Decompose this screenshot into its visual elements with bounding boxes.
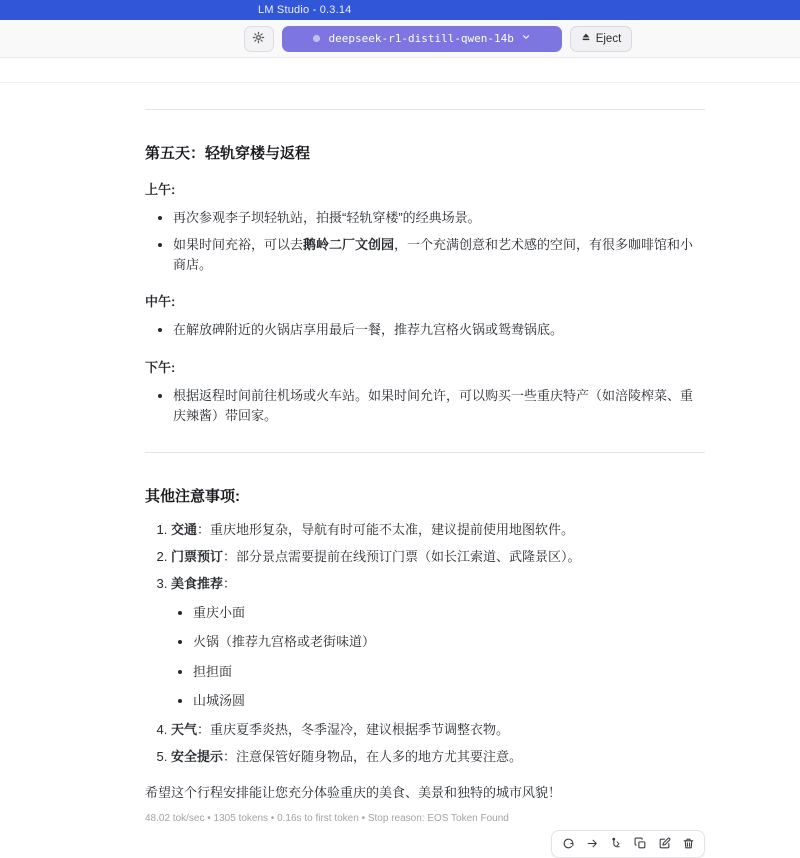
list-item: • 重庆小面 — [193, 603, 705, 623]
copy-icon — [634, 837, 647, 850]
noon-label: 中午: — [145, 294, 176, 310]
morning-list — [145, 208, 705, 275]
continue-button[interactable] — [582, 835, 602, 853]
eject-icon — [581, 32, 591, 45]
window-titlebar — [0, 0, 800, 20]
assistant-message — [0, 109, 800, 858]
morning-label: 上午: — [145, 182, 176, 197]
message-action-bar — [551, 830, 705, 858]
list-item: 5. 安全提示：注意保管好随身物品，在人多的地方尤其要注意。 — [171, 747, 705, 767]
branch-button[interactable] — [606, 835, 626, 853]
list-item: 2. 门票预订：部分景点需要提前在线预订门票（如长江索道、武隆景区）。 — [171, 547, 705, 567]
notes-heading: 其他注意事项: — [145, 487, 240, 505]
model-selector-label: deepseek-r1-distill-qwen-14b — [328, 32, 514, 45]
list-item: 3. 美食推荐： • 重庆小面 • 火锅（推荐九宫格或老街味道） • 担担面 • 山城汤圆 — [171, 574, 705, 711]
list-item: • 如果时间充裕，可以去鹅岭二厂文创园，一个充满创意和艺术感的空间，有很多咖啡馆和小商店。 — [173, 235, 705, 275]
eject-button-label: Eject — [595, 32, 622, 45]
list-item: 1. 交通：重庆地形复杂，导航有时可能不太准，建议提前使用地图软件。 — [171, 520, 705, 540]
noon-list — [145, 320, 705, 340]
list-item: • 火锅（推荐九宫格或老街味道） — [193, 632, 705, 652]
afternoon-label: 下午: — [145, 359, 176, 375]
afternoon-list — [145, 386, 705, 426]
generation-stats: 48.02 tok/sec • 1305 tokens • 0.16s to first token • Stop reason: EOS Token Found — [145, 812, 509, 824]
divider — [145, 109, 705, 110]
chat-header-strip — [0, 58, 800, 83]
arrow-right-icon — [586, 837, 599, 850]
app-toolbar — [0, 20, 800, 58]
window-title: LM Studio - 0.3.14 — [258, 4, 352, 16]
list-item: 4. 天气：重庆夏季炎热，冬季湿冷，建议根据季节调整衣物。 — [171, 720, 705, 740]
day5-heading: 第五天：轻轨穿楼与返程 — [145, 145, 311, 162]
list-item: • 在解放碑附近的火锅店享用最后一餐，推荐九宫格火锅或鸳鸯锅底。 — [173, 320, 705, 340]
edit-icon — [658, 837, 671, 850]
list-item: • 担担面 — [193, 662, 705, 682]
gear-icon — [252, 31, 265, 47]
toolbar-group — [244, 26, 633, 52]
regenerate-icon — [562, 837, 575, 850]
food-list — [171, 603, 705, 711]
eject-model-button[interactable] — [570, 26, 633, 52]
message-action-row — [145, 830, 705, 858]
delete-button[interactable] — [678, 835, 698, 853]
notes-list — [145, 520, 705, 767]
model-selector[interactable] — [282, 26, 562, 52]
list-item: • 根据返程时间前往机场或火车站。如果时间允许，可以购买一些重庆特产（如涪陵榨菜、重庆辣酱）带回家。 — [173, 386, 705, 426]
copy-button[interactable] — [630, 835, 650, 853]
closing-line: 希望这个行程安排能让您充分体验重庆的美食、美景和独特的城市风貌！ — [145, 785, 562, 801]
chevron-down-icon — [521, 32, 531, 45]
edit-button[interactable] — [654, 835, 674, 853]
branch-icon — [610, 837, 623, 850]
trash-icon — [682, 837, 695, 850]
divider — [145, 452, 705, 453]
model-icon — [312, 34, 321, 43]
settings-button[interactable] — [244, 26, 274, 52]
list-item: • 山城汤圆 — [193, 691, 705, 711]
regenerate-button[interactable] — [558, 835, 578, 853]
list-item: • 再次参观李子坝轻轨站，拍摄“轻轨穿楼”的经典场景。 — [173, 208, 705, 228]
